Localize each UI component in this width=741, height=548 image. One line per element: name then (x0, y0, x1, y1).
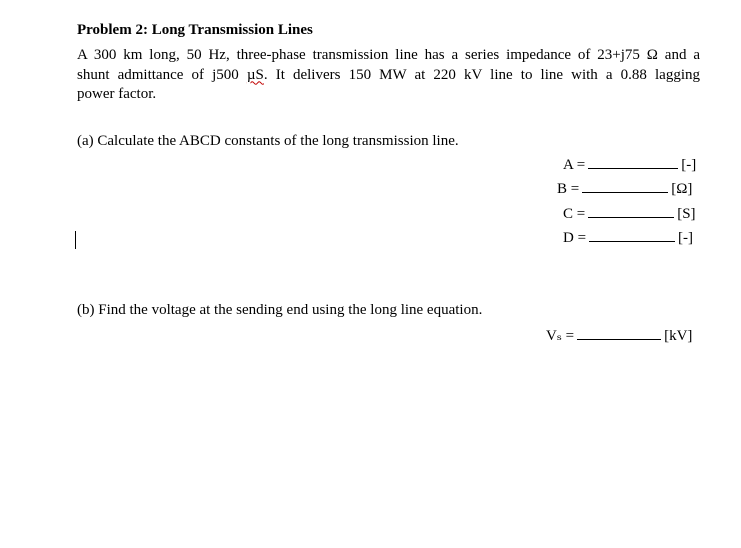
answer-row-d (563, 229, 693, 247)
microsiemens-unit: µS (246, 66, 264, 83)
statement-line-2-end: . It delivers 150 MW at 220 kV line to line with a 0.88 lagging (263, 66, 700, 83)
statement-line-1: A 300 km long, 50 Hz, three-phase transmission line has a series impedance of 23+j75 Ω and a (77, 47, 700, 63)
problem-statement (77, 46, 700, 105)
answer-label-b: B = (557, 181, 580, 197)
answer-blank-d[interactable] (589, 229, 675, 242)
answer-label-a: A = (563, 157, 586, 173)
statement-line-3: power factor. (77, 86, 157, 102)
answer-blank-b[interactable] (582, 180, 668, 193)
part-a-question: (a) Calculate the ABCD constants of the long transmission line. (77, 133, 459, 149)
text-cursor (75, 231, 76, 249)
answer-blank-a[interactable] (588, 156, 678, 169)
problem-title: Problem 2: Long Transmission Lines (77, 22, 313, 38)
statement-line-2 (77, 66, 700, 86)
answer-row-a (563, 156, 696, 174)
answer-unit-b: [Ω] (671, 181, 693, 197)
answer-row-vs (546, 326, 692, 345)
answer-unit-c: [S] (677, 206, 696, 222)
answer-blank-vs[interactable] (577, 327, 661, 340)
answer-row-b (557, 180, 692, 198)
statement-line-2-start: shunt admittance of j500 (77, 66, 247, 83)
answer-label-c: C = (563, 206, 586, 222)
answer-label-vs: Vₛ = (546, 328, 575, 344)
answer-unit-a: [-] (681, 157, 697, 173)
answer-label-d: D = (563, 230, 587, 246)
answer-blank-c[interactable] (588, 205, 674, 218)
answer-row-c (563, 205, 696, 223)
part-b-question: (b) Find the voltage at the sending end using the long line equation. (77, 302, 483, 318)
answer-unit-d: [-] (678, 230, 694, 246)
answer-unit-vs: [kV] (664, 328, 693, 344)
